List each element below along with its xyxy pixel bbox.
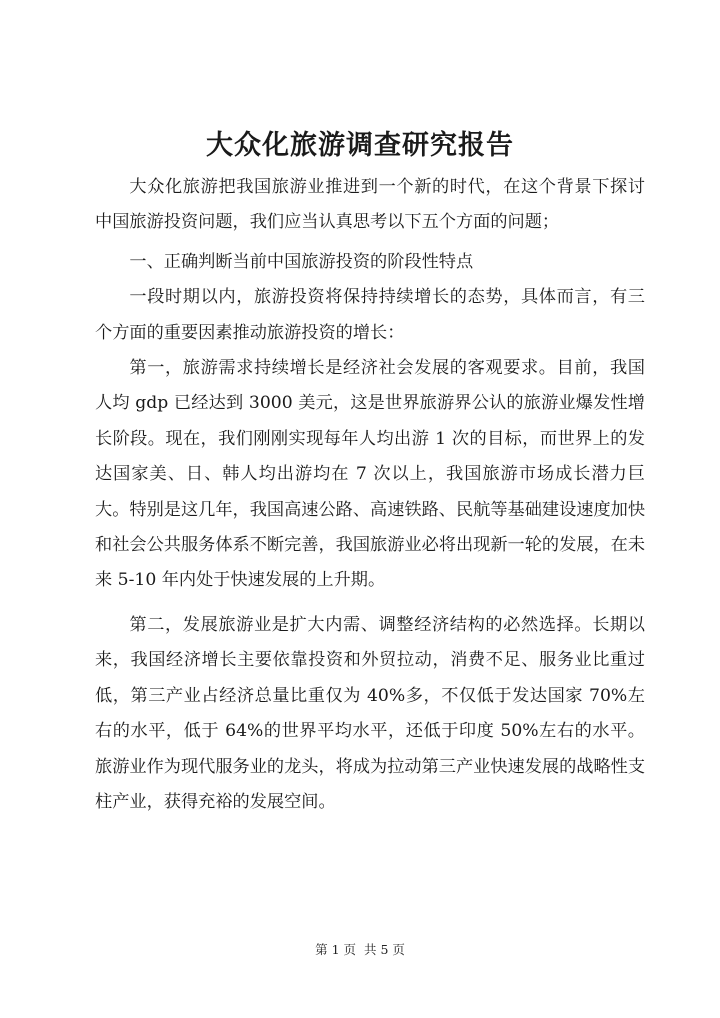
document-title: 大众化旅游调查研究报告 xyxy=(206,130,514,161)
page-footer xyxy=(0,940,720,958)
overview-paragraph: 一段时期以内，旅游投资将保持持续增长的态势，具体而言，有三个方面的重要因素推动旅游投资的增长： xyxy=(95,287,645,343)
page-number: 第 1 页 共 5 页 xyxy=(315,942,405,957)
point-two-paragraph: 第二，发展旅游业是扩大内需、调整经济结构的必然选择。长期以来，我国经济增长主要依靠投资和外贸拉动，消费不足、服务业比重过低，第三产业占经济总量比重仅为 40%多，不仅低于发达国家 70%左右的水平，低于 64%的世界平均水平，还低于印度 50%左右的水平。旅游业作为现代服务业的龙头，将成为拉动第三产业快速发展的战略性支柱产业，获得充裕的发展空间。 xyxy=(95,614,646,812)
intro-paragraph: 大众化旅游把我国旅游业推进到一个新的时代，在这个背景下探讨中国旅游投资问题，我们应当认真思考以下五个方面的问题； xyxy=(95,177,645,233)
section-heading: 一、正确判断当前中国旅游投资的阶段性特点 xyxy=(129,251,474,272)
document-body xyxy=(95,170,645,820)
point-one-paragraph: 第一，旅游需求持续增长是经济社会发展的客观要求。目前，我国人均 gdp 已经达到 3000 美元，这是世界旅游界公认的旅游业爆发性增长阶段。现在，我们刚刚实现每年人均出游 1 次的目标，而世界上的发达国家美、日、韩人均出游均在 7 次以上，我国旅游市场成长潜力巨大。特别是这几年，我国高速公路、高速铁路、民航等基础建设速度加快和社会公共服务体系不断完善，我国旅游业必将出现新一轮的发展，在未来 5-10 年内处于快速发展的上升期。 xyxy=(95,358,646,591)
